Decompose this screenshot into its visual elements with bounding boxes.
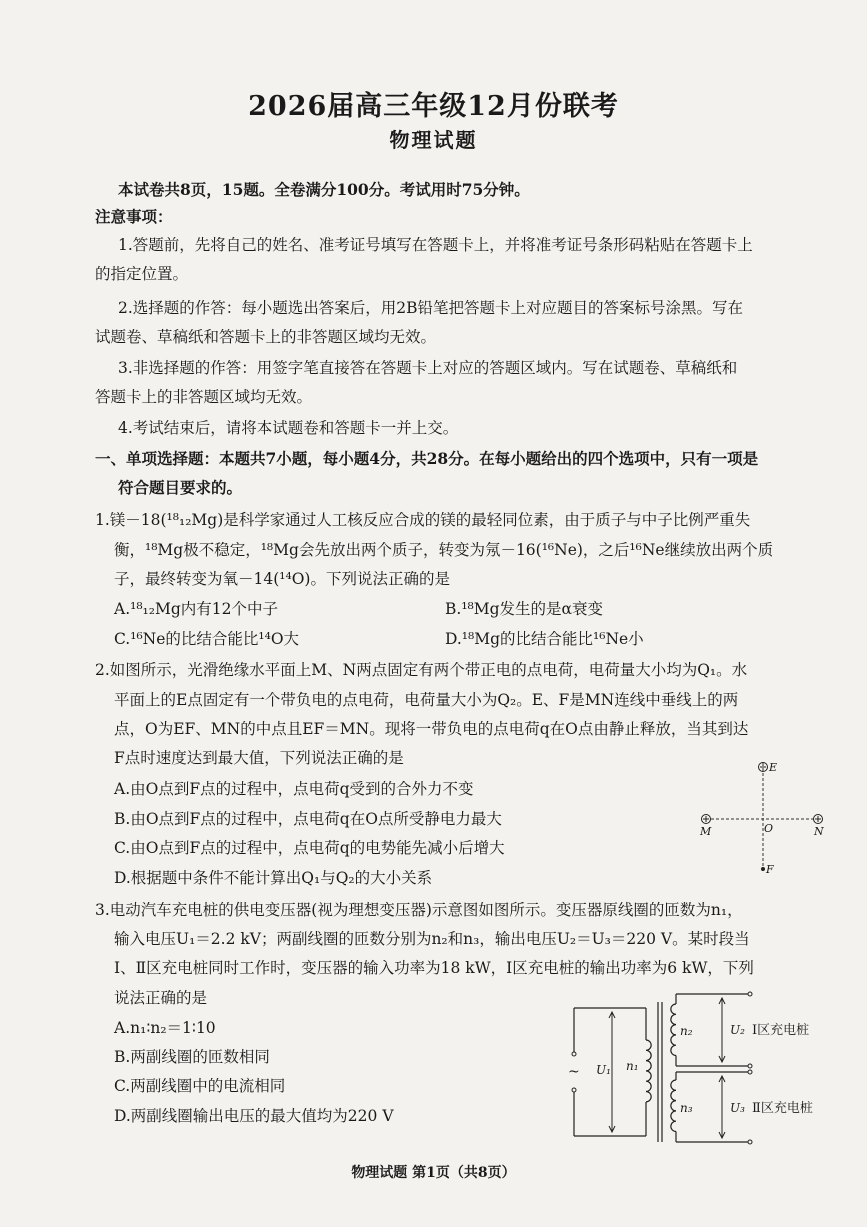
q1-option-d: D.¹⁸Mg的比结合能比¹⁶Ne小 bbox=[445, 630, 644, 648]
section-heading: 一、单项选择题：本题共7小题，每小题4分，共28分。在每小题给出的四个选项中，只有一项是 bbox=[95, 449, 759, 468]
label-n3: n₃ bbox=[680, 1101, 693, 1115]
q3-stem: 说法正确的是 bbox=[114, 989, 208, 1007]
label-n: N bbox=[814, 825, 824, 838]
q3-stem: 输入电压U₁＝2.2 kV；两副线圈的匝数分别为n₂和n₃，输出电压U₂＝U₃＝220 V。某时段当 bbox=[114, 930, 750, 948]
q2-option-b: B.由O点到F点的过程中，点电荷q在O点所受静电力最大 bbox=[114, 810, 502, 828]
secondary-coil-2 bbox=[671, 1080, 676, 1132]
page-footer: 物理试题 第1页（共8页） bbox=[351, 1165, 516, 1181]
notice-line: 4.考试结束后，请将本试题卷和答题卡一并上交。 bbox=[118, 419, 459, 437]
q2-option-d: D.根据题中条件不能计算出Q₁与Q₂的大小关系 bbox=[114, 869, 433, 887]
notice-line: 3.非选择题的作答：用签字笔直接答在答题卡上对应的答题区域内。写在试题卷、草稿纸和 bbox=[118, 359, 738, 377]
label-zone-2: Ⅱ区充电桩 bbox=[752, 1101, 813, 1116]
q3-option-a: A.n₁∶n₂＝1∶10 bbox=[114, 1019, 216, 1037]
q1-stem: 1.镁－18(¹⁸₁₂Mg)是科学家通过人工核反应合成的镁的最轻同位素，由于质子与中子比例严重失 bbox=[95, 511, 751, 529]
q2-option-c: C.由O点到F点的过程中，点电荷q的电势能先减小后增大 bbox=[114, 839, 505, 857]
q1-option-a: A.¹⁸₁₂Mg内有12个中子 bbox=[114, 600, 278, 618]
q2-stem: F点时速度达到最大值，下列说法正确的是 bbox=[114, 749, 404, 767]
label-f: F bbox=[766, 863, 774, 876]
label-m: M bbox=[700, 825, 712, 838]
notice-line: 1.答题前，先将自己的姓名、准考证号填写在答题卡上，并将准考证号条形码粘贴在答题卡上 bbox=[118, 236, 753, 254]
q1-stem: 衡，¹⁸Mg极不稳定，¹⁸Mg会先放出两个质子，转变为氖－16(¹⁶Ne)，之后¹⁶Ne继续放出两个质 bbox=[114, 541, 774, 559]
q2-stem: 2.如图所示，光滑绝缘水平面上M、N两点固定有两个带正电的点电荷，电荷量大小均为Q₁。水 bbox=[95, 661, 748, 679]
label-e: E bbox=[769, 761, 778, 774]
intro-text: 本试卷共8页，15题。全卷满分100分。考试用时75分钟。 bbox=[118, 180, 530, 199]
q3-stem: Ⅰ、Ⅱ区充电桩同时工作时，变压器的输入功率为18 kW，Ⅰ区充电桩的输出功率为6 kW，下列 bbox=[114, 959, 754, 977]
page-subtitle: 物理试题 bbox=[389, 128, 478, 152]
notice-line: 的指定位置。 bbox=[95, 265, 189, 283]
q1-stem: 子，最终转变为氧－14(¹⁴O)。下列说法正确的是 bbox=[114, 570, 450, 588]
q2-option-a: A.由O点到F点的过程中，点电荷q受到的合外力不变 bbox=[114, 780, 474, 798]
label-u3: U₃ bbox=[730, 1101, 745, 1115]
section-heading-cont: 符合题目要求的。 bbox=[118, 478, 243, 497]
label-n1: n₁ bbox=[626, 1059, 639, 1073]
secondary-coil-1 bbox=[671, 1004, 676, 1056]
point-f bbox=[761, 867, 765, 871]
primary-coil bbox=[646, 1040, 651, 1102]
ac-source-symbol: ~ bbox=[568, 1064, 580, 1080]
label-n2: n₂ bbox=[680, 1024, 693, 1038]
notice-line: 试题卷、草稿纸和答题卡上的非答题区域均无效。 bbox=[95, 328, 437, 346]
q1-option-c: C.¹⁶Ne的比结合能比¹⁴O大 bbox=[114, 630, 300, 648]
page-title: 2026届高三年级12月份联考 bbox=[248, 91, 619, 122]
label-o: O bbox=[764, 822, 774, 835]
notice-line: 2.选择题的作答：每小题选出答案后，用2B铅笔把答题卡上对应题目的答案标号涂黑。写在 bbox=[118, 299, 744, 317]
q3-option-d: D.两副线圈输出电压的最大值均为220 V bbox=[114, 1107, 394, 1125]
q2-charge-figure bbox=[690, 755, 840, 880]
notice-line: 答题卡上的非答题区域均无效。 bbox=[95, 388, 313, 406]
q3-transformer-figure bbox=[560, 990, 850, 1150]
q1-option-b: B.¹⁸Mg发生的是α衰变 bbox=[445, 600, 604, 618]
label-u2: U₂ bbox=[730, 1023, 745, 1037]
label-u1: U₁ bbox=[596, 1063, 611, 1077]
q3-option-c: C.两副线圈中的电流相同 bbox=[114, 1077, 286, 1095]
q2-stem: 点，O为EF、MN的中点且EF＝MN。现将一带负电的点电荷q在O点由静止释放，当其到达 bbox=[114, 720, 749, 738]
q3-option-b: B.两副线圈的匝数相同 bbox=[114, 1048, 270, 1066]
notice-heading: 注意事项： bbox=[95, 207, 173, 226]
label-zone-1: Ⅰ区充电桩 bbox=[752, 1023, 810, 1038]
q2-stem: 平面上的E点固定有一个带负电的点电荷，电荷量大小为Q₂。E、F是MN连线中垂线上的两 bbox=[114, 691, 739, 709]
q3-stem: 3.电动汽车充电桩的供电变压器(视为理想变压器)示意图如图所示。变压器原线圈的匝数为n₁， bbox=[95, 901, 743, 919]
